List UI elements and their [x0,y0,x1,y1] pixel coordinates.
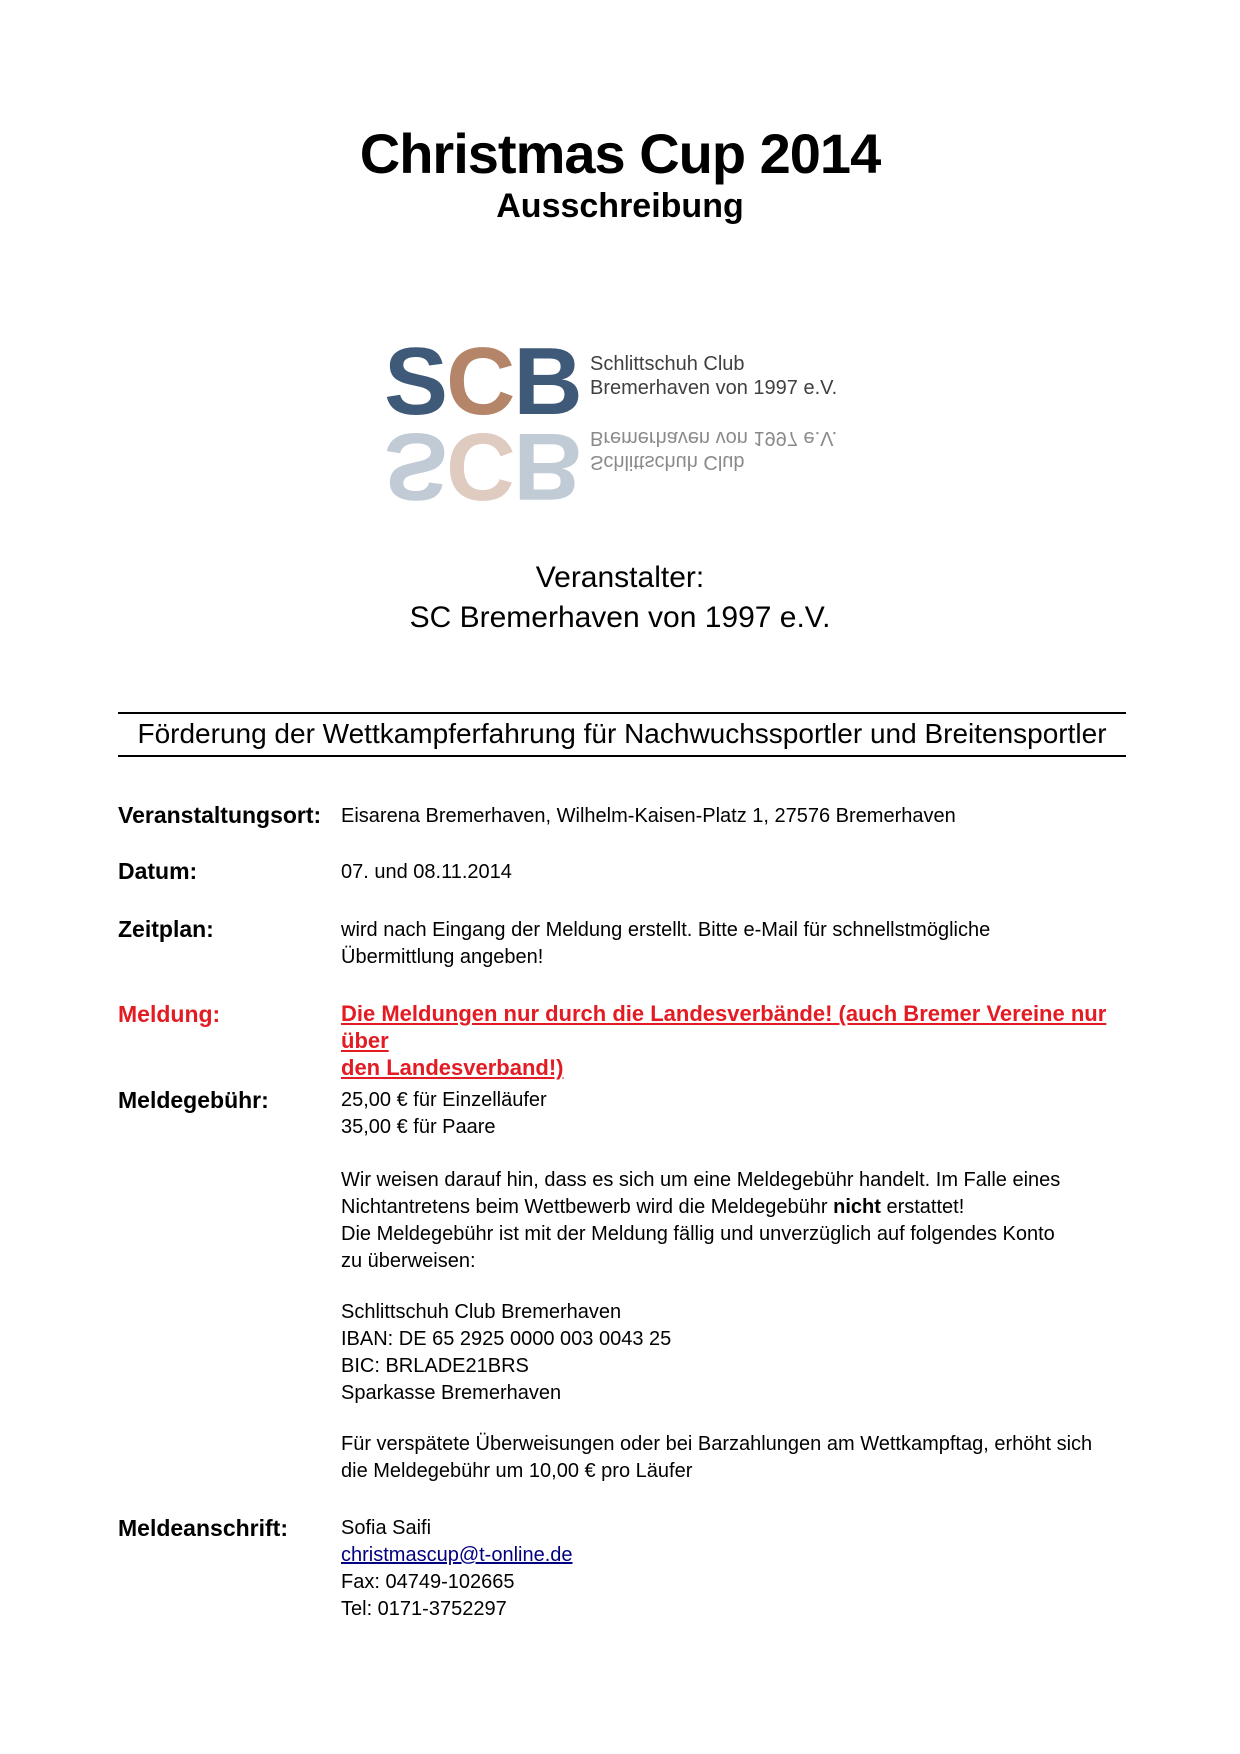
schedule-line: wird nach Eingang der Meldung erstellt. Bitte e-Mail für schnellstmögliche [341,919,991,941]
date-label: Datum: [118,858,198,884]
contact-name: Sofia Saifi [341,1517,432,1539]
divider-bottom [118,755,1126,757]
contact-email-link[interactable]: christmascup@t-online.de [341,1544,573,1566]
purpose-banner: Förderung der Wettkampferfahrung für Nachwuchssportler und Breitensportler [137,718,1107,749]
club-logo [380,328,860,518]
date-value: 07. und 08.11.2014 [341,861,512,883]
contact-tel: Tel: 0171-3752297 [341,1598,507,1620]
logo-caption-reflection-line2: Bremerhaven von 1997 e.V. [590,427,838,449]
logo-caption-line1: Schlittschuh Club [590,353,745,375]
logo-caption [590,352,837,400]
address-label: Meldeanschrift: [118,1515,288,1541]
fee-notice-line [341,1194,1121,1221]
document-subtitle: Ausschreibung [496,187,744,225]
late-fee-line: Für verspätete Überweisungen oder bei Barzahlungen am Wettkampftag, erhöht sich [341,1433,1093,1455]
fee-pairs: 35,00 € für Paare [341,1116,496,1138]
contact-fax: Fax: 04749-102665 [341,1571,515,1593]
logo-letter-s: S [384,328,447,435]
logo-letter-b: B [513,328,581,435]
organizer-label: Veranstalter: [535,561,705,594]
venue-value: Eisarena Bremerhaven, Wilhelm-Kaisen-Platz 1, 27576 Bremerhaven [341,805,956,827]
logo-letter-c: C [446,328,514,435]
late-fee-notice [341,1431,1121,1485]
organizer-name: SC Bremerhaven von 1997 e.V. [409,601,831,634]
logo-caption-reflection-line1: Schlittschuh Club [590,451,745,473]
fee-notice-line: Die Meldegebühr ist mit der Meldung fällig und unverzüglich auf folgendes Konto [341,1223,1055,1245]
fee-label: Meldegebühr: [118,1087,269,1113]
registration-notice-line[interactable]: den Landesverband!) [341,1055,564,1080]
schedule-line: Übermittlung angeben! [341,946,544,968]
fee-notice-emphasis: nicht [833,1196,881,1218]
logo-reflection-letter-b: B [513,413,581,520]
fee-notice-text: Nichtantretens beim Wettbewerb wird die Meldegebühr [341,1196,834,1218]
logo-reflection-letter-s: S [384,413,447,520]
logo-caption-line2: Bremerhaven von 1997 e.V. [590,377,838,399]
registration-notice-line[interactable]: Die Meldungen nur durch die Landesverbände! (auch Bremer Vereine nur über [341,1001,1107,1053]
bank-holder: Schlittschuh Club Bremerhaven [341,1301,622,1323]
logo-caption-reflection [590,426,837,474]
address-block [341,1515,1121,1623]
schedule-label: Zeitplan: [118,916,214,942]
document-title: Christmas Cup 2014 [359,122,881,185]
bank-iban: IBAN: DE 65 2925 0000 003 0043 25 [341,1328,672,1350]
logo-reflection-letter-c: C [446,413,514,520]
bank-name: Sparkasse Bremerhaven [341,1382,562,1404]
divider-top [118,712,1126,714]
bank-bic: BIC: BRLADE21BRS [341,1355,529,1377]
schedule-value [341,917,1121,971]
fee-notice-text: erstattet! [880,1196,965,1218]
late-fee-line: die Meldegebühr um 10,00 € pro Läufer [341,1460,693,1482]
fee-notice-line: zu überweisen: [341,1250,476,1272]
fee-notice-line: Wir weisen darauf hin, dass es sich um eine Meldegebühr handelt. Im Falle eines [341,1169,1061,1191]
bank-details [341,1299,1121,1407]
registration-notice[interactable] [341,1000,1121,1081]
fee-single: 25,00 € für Einzelläufer [341,1089,547,1111]
registration-label: Meldung: [118,1001,221,1027]
contact-email-row [341,1542,1121,1569]
logo-reflection [384,413,581,520]
venue-label: Veranstaltungsort: [118,802,322,828]
fee-notice [341,1167,1121,1275]
fee-amounts [341,1087,1121,1141]
